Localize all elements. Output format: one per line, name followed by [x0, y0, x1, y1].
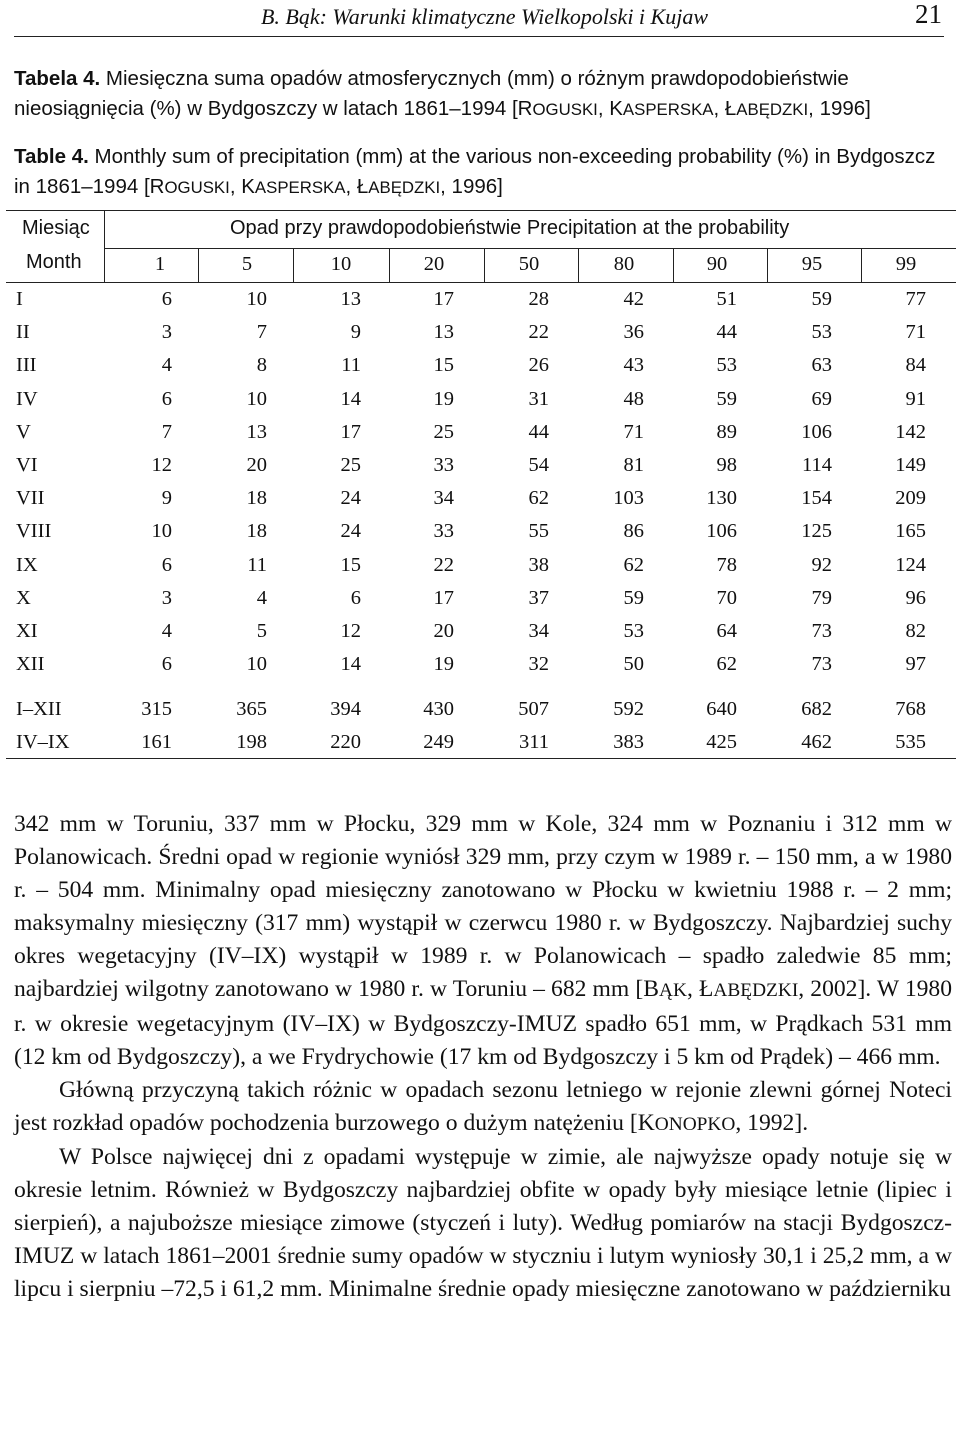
table-cell: 12 — [151, 454, 172, 476]
table-cell: 78 — [716, 553, 737, 576]
table-cell: 97 — [905, 653, 926, 676]
table-cell: 640 — [706, 698, 737, 720]
header-mid-rule — [104, 248, 956, 249]
table-cell: 33 — [433, 520, 454, 543]
paragraph-text: W Polsce najwięcej dni z opadami występuje w zimie, ale najwyższe opady notuje się w okresie letnim. Również w Bydgoszczy najbardziej obfite w opady były miesiące letnie (lipiec i sierpień), a najuboższe miesiące zimowe (styczeń i luty). Według pomiarów na stacji Bydgoszcz-IMUZ w latach 1861–2001 średnie sumy opadów w styczniu i lutym wyniosły 30,1 i 25,2 mm, a w lipcu i sierpniu –72,5 i 61,2 mm. Minimalne średnie opady miesięczne zanotowano w październiku — [14, 1143, 952, 1303]
table-cell: 19 — [433, 653, 454, 676]
table-cell: 77 — [905, 288, 926, 310]
table-cell: 82 — [905, 620, 926, 642]
table-cell: 161 — [141, 731, 172, 754]
table-cell: 17 — [433, 586, 454, 609]
paragraph-text: , 2002]. W 1980 r. w okresie wegetacyjnym (IV–IX) w Bydgoszczy-IMUZ spadło 651 mm, w Prądkach 531 mm (12 km od Bydgoszczy), a we Frydrychowie (17 km od Bydgoszczy i 5 km od Prądek) – 466 mm. — [14, 976, 953, 1070]
table-cell: 6 — [161, 653, 172, 676]
table-cell: 9 — [161, 487, 172, 510]
table-cell: 6 — [161, 288, 172, 310]
month-label: VII — [16, 487, 45, 510]
table-cell: 86 — [623, 520, 644, 543]
table-cell: 106 — [801, 420, 832, 443]
table-cell: 79 — [811, 586, 832, 609]
table-cell: 98 — [716, 454, 737, 476]
table-bottom-rule — [6, 758, 956, 759]
month-label: V — [16, 420, 31, 443]
table-cell: 25 — [433, 420, 454, 443]
table-cell: 63 — [811, 354, 832, 377]
table-cell: 64 — [716, 620, 737, 642]
table-cell: 62 — [623, 553, 644, 576]
table-cell: 53 — [811, 321, 832, 344]
table-cell: 44 — [716, 321, 737, 344]
table-cell: 70 — [716, 586, 737, 609]
table-cell: 7 — [161, 420, 172, 443]
citation-author: OGUSKI — [532, 100, 598, 119]
table-cell: 18 — [246, 520, 267, 543]
citation-author: ABĘDZKI — [713, 980, 799, 1002]
table-cell: 11 — [341, 354, 361, 377]
probability-header: 10 — [330, 253, 352, 275]
table-cell: 10 — [246, 288, 267, 310]
table-cell: 425 — [706, 731, 737, 754]
table-cell: 535 — [895, 731, 926, 754]
table-cell: 4 — [161, 620, 172, 642]
table-cell: 4 — [161, 354, 172, 377]
month-label: X — [16, 586, 31, 609]
table-cell: 48 — [623, 387, 644, 410]
table-cell: 71 — [905, 321, 926, 344]
probability-header: 80 — [613, 253, 635, 275]
table-cell: 43 — [623, 354, 644, 377]
table-cell: 10 — [246, 387, 267, 410]
table-cell: 14 — [340, 653, 361, 676]
month-label: I — [16, 288, 23, 310]
table-cell: 154 — [801, 487, 832, 510]
table-cell: 9 — [350, 321, 361, 344]
citation-author: ĄK — [658, 980, 687, 1002]
table-cell: 69 — [811, 387, 832, 410]
paragraph — [14, 1141, 952, 1306]
probability-column-divider — [484, 248, 485, 282]
table-cell: 17 — [340, 420, 361, 443]
month-header-pl: Miesiąc — [22, 217, 90, 239]
table-cell: 13 — [340, 288, 361, 310]
citation-author: ABĘDZKI — [736, 100, 809, 119]
month-label: XI — [16, 620, 38, 642]
table-cell: 462 — [801, 731, 832, 754]
probability-column-divider — [198, 248, 199, 282]
table-cell: 28 — [528, 288, 549, 310]
table-cell: 507 — [518, 698, 549, 720]
table-cell: 430 — [423, 698, 454, 720]
table-cell: 365 — [236, 698, 267, 720]
table-cell: 18 — [246, 487, 267, 510]
citation-author: B — [643, 976, 659, 1003]
probability-header: 50 — [518, 253, 540, 275]
table-cell: 59 — [811, 288, 832, 310]
table-cell: 6 — [350, 586, 361, 609]
table-cell: 24 — [340, 520, 361, 543]
probability-column-divider — [673, 248, 674, 282]
month-column-divider — [104, 210, 105, 282]
table-cell: 34 — [528, 620, 549, 642]
paragraph — [14, 808, 952, 1074]
table-cell: 17 — [433, 288, 454, 310]
citation-author: ABĘDZKI — [368, 178, 441, 197]
table-cell: 3 — [161, 321, 172, 344]
citation-year: , 1996] — [440, 175, 503, 198]
citation-author: ASPERSKA — [254, 178, 346, 197]
table-cell: 81 — [623, 454, 644, 476]
table-cell: 26 — [528, 354, 549, 377]
citation-separator: , — [686, 976, 699, 1003]
table-cell: 34 — [433, 487, 454, 510]
month-label: IV — [16, 387, 38, 410]
table-cell: 53 — [716, 354, 737, 377]
citation-author: Ł — [698, 976, 714, 1003]
paragraph-text: 342 mm w Toruniu, 337 mm w Płocku, 329 mm w Kole, 324 mm w Poznaniu i 312 mm w Polanowicach. Średni opad w regionie wyniósł 329 mm, przy czym w 1989 r. – 150 mm, a w 1980 r. – 504 mm. Minimalny opad miesięczny zanotowano w Płocku w kwietniu 1988 r. – 2 mm; maksymalny miesięczny (317 mm) wystąpił w czerwcu 1980 r. w Bydgoszczy. Najbardziej suchy okres wegetacyjny (IV–IX) wystąpił w 1989 r. w Polanowicach – spadło zaledwie 85 mm; najbardziej wilgotny zanotowano w 1980 r. w Toruniu – 682 mm [ — [14, 811, 952, 1003]
table-cell: 51 — [716, 288, 737, 310]
caption-label-pl: Tabela 4. — [14, 67, 101, 90]
citation-author: ONOPKO — [654, 1113, 736, 1135]
table-cell: 32 — [528, 653, 549, 676]
table-cell: 15 — [433, 354, 454, 377]
table-cell: 54 — [528, 454, 549, 476]
table-cell: 130 — [706, 487, 737, 510]
probability-header: 1 — [154, 253, 166, 275]
citation-author: R — [517, 97, 533, 120]
table-cell: 13 — [433, 321, 454, 344]
table-cell: 20 — [433, 620, 454, 642]
table-cell: 42 — [623, 288, 644, 310]
citation-author: K — [241, 175, 255, 198]
table-cell: 62 — [528, 487, 549, 510]
table-cell: 89 — [716, 420, 737, 443]
table-cell: 249 — [423, 731, 454, 754]
body-text — [14, 808, 952, 1306]
table-cell: 14 — [340, 387, 361, 410]
table-cell: 50 — [623, 653, 644, 676]
table-caption-pl: Tabela 4. Miesięczna suma opadów atmosferycznych (mm) o różnym prawdopodobieństwie nieosiągnięcia (%) w Bydgoszczy w latach 1861–1994 [ROGUSKI, KASPERSKA, ŁABĘDZKI, 1996] — [14, 67, 871, 120]
table-cell: 37 — [528, 586, 549, 609]
table-cell: 383 — [613, 731, 644, 754]
probability-header: 95 — [801, 253, 823, 275]
table-cell: 7 — [256, 321, 267, 344]
table-cell: 53 — [623, 620, 644, 642]
table-cell: 71 — [623, 420, 644, 443]
probability-header: 5 — [241, 253, 253, 275]
probability-header: 20 — [423, 253, 445, 275]
caption-text-pl: Miesięczna suma opadów atmosferycznych (mm) o różnym prawdopodobieństwie nieosiągnięcia (%) w Bydgoszczy w latach 1861–1994 [ — [14, 67, 849, 120]
citation-author: OGUSKI — [164, 178, 230, 197]
table-cell: 8 — [256, 354, 267, 377]
table-cell: 92 — [811, 553, 832, 576]
precipitation-table — [0, 210, 960, 770]
table-cell: 15 — [340, 553, 361, 576]
table-cell: 6 — [161, 387, 172, 410]
table-cell: 33 — [433, 454, 454, 476]
table-cell: 73 — [811, 620, 832, 642]
table-cell: 22 — [528, 321, 549, 344]
table-cell: 768 — [895, 698, 926, 720]
probability-column-divider — [578, 248, 579, 282]
table-cell: 10 — [246, 653, 267, 676]
table-cell: 311 — [519, 731, 549, 754]
table-cell: 149 — [895, 454, 926, 476]
table-cell: 96 — [905, 586, 926, 609]
table-cell: 31 — [528, 387, 549, 410]
table-cell: 125 — [801, 520, 832, 543]
table-cell: 114 — [802, 454, 832, 476]
table-cell: 124 — [895, 553, 926, 576]
citation-author: R — [149, 175, 165, 198]
table-cell: 24 — [340, 487, 361, 510]
citation-author: K — [609, 97, 623, 120]
paragraph-text: Główną przyczyną takich różnic w opadach sezonu letniego w rejonie zlewni górnej Noteci jest rozkład opadów pochodzenia burzowego o dużym natężeniu [ — [14, 1076, 952, 1136]
table-cell: 84 — [905, 354, 926, 377]
table-cell: 59 — [716, 387, 737, 410]
table-cell: 38 — [528, 553, 549, 576]
table-cell: 682 — [801, 698, 832, 720]
citation-author: Ł — [356, 175, 369, 198]
caption-label-en: Table 4. — [14, 145, 89, 168]
table-top-rule — [6, 210, 956, 211]
table-cell: 11 — [247, 553, 267, 576]
table-cell: 25 — [340, 454, 361, 476]
probability-column-divider — [293, 248, 294, 282]
table-cell: 103 — [613, 487, 644, 510]
table-cell: 91 — [905, 387, 926, 410]
probability-header: 90 — [706, 253, 728, 275]
table-cell: 220 — [330, 731, 361, 754]
table-cell: 6 — [161, 553, 172, 576]
table-cell: 209 — [895, 487, 926, 510]
month-label: III — [16, 354, 37, 377]
table-cell: 394 — [330, 698, 361, 720]
citation-author: K — [637, 1109, 655, 1136]
table-caption-en: Table 4. Monthly sum of precipitation (mm) at the various non-exceeding probability (%) in Bydgoszcz in 1861–1994 [ROGUSKI, KASPERSKA, ŁABĘDZKI, 1996] — [14, 145, 936, 198]
caption-text-en: Monthly sum of precipitation (mm) at the various non-exceeding probability (%) in Bydgoszcz in 1861–1994 [ — [14, 145, 936, 198]
table-cell: 19 — [433, 387, 454, 410]
month-label: II — [16, 321, 30, 344]
citation-author: ASPERSKA — [622, 100, 714, 119]
table-cell: 22 — [433, 553, 454, 576]
page-number: 21 — [915, 0, 942, 29]
probability-column-divider — [389, 248, 390, 282]
month-label: VI — [16, 454, 38, 476]
table-cell: 59 — [623, 586, 644, 609]
table-cell: 165 — [895, 520, 926, 543]
table-cell: 13 — [246, 420, 267, 443]
month-header-en: Month — [26, 251, 82, 273]
table-cell: 198 — [236, 731, 267, 754]
table-cell: 62 — [716, 653, 737, 676]
running-title: B. Bąk: Warunki klimatyczne Wielkopolski i Kujaw — [260, 4, 708, 29]
table-cell: 36 — [623, 321, 644, 344]
month-label: IV–IX — [16, 731, 70, 754]
table-cell: 12 — [340, 620, 361, 642]
table-cell: 3 — [161, 586, 172, 609]
table-cell: 592 — [613, 698, 644, 720]
month-label: I–XII — [16, 698, 62, 720]
probability-header: 99 — [895, 253, 917, 275]
probability-column-divider — [861, 248, 862, 282]
paragraph — [14, 1074, 952, 1141]
table-cell: 5 — [256, 620, 267, 642]
table-cell: 20 — [246, 454, 267, 476]
header-bottom-rule — [6, 282, 956, 283]
table-cell: 10 — [151, 520, 172, 543]
citation-author: Ł — [724, 97, 737, 120]
page-header — [14, 0, 944, 37]
paragraph-text: , 1992]. — [735, 1109, 809, 1136]
table-cell: 73 — [811, 653, 832, 676]
probability-column-divider — [767, 248, 768, 282]
table-cell: 55 — [528, 520, 549, 543]
month-label: IX — [16, 553, 38, 576]
probability-span-header: Opad przy prawdopodobieństwie Precipitation at the probability — [230, 217, 790, 239]
month-label: XII — [16, 653, 45, 676]
table-cell: 142 — [895, 420, 926, 443]
table-cell: 315 — [141, 698, 172, 720]
table-cell: 44 — [528, 420, 549, 443]
citation-year: , 1996] — [808, 97, 871, 120]
table-cell: 4 — [256, 586, 267, 609]
table-cell: 106 — [706, 520, 737, 543]
month-label: VIII — [16, 520, 52, 543]
